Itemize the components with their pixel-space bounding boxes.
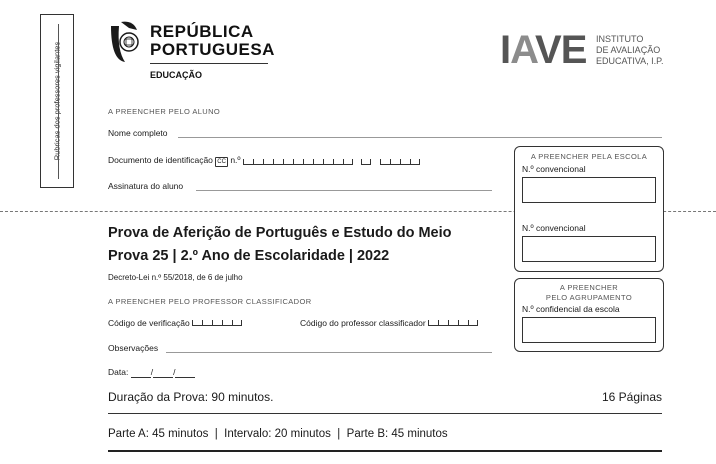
group-field-label: N.º confidencial da escola [522, 304, 620, 314]
rubric-label: Rubricas dos professores vigilantes [52, 41, 62, 161]
doc-suffix-field[interactable] [380, 157, 420, 167]
observations-field[interactable] [166, 352, 492, 353]
republica-line2: PORTUGUESA [150, 40, 275, 59]
group-box [514, 278, 664, 352]
name-field[interactable] [178, 137, 662, 138]
iave-logo: IAVE [500, 28, 587, 72]
republica-emblem-icon [107, 20, 143, 64]
group-box-title-line2: PELO AGRUPAMENTO [545, 293, 633, 302]
teacher-code-label: Código do professor classificador [300, 318, 426, 328]
classifier-section-title: A PREENCHER PELO PROFESSOR CLASSIFICADOR [108, 297, 312, 306]
iave-line2: DE AVALIAÇÃO [596, 45, 661, 55]
footer-divider-bottom [108, 450, 662, 452]
parts-text: Parte A: 45 minutos | Intervalo: 20 minutos | Parte B: 45 minutos [108, 428, 448, 440]
educacao-label: EDUCAÇÃO [150, 70, 203, 80]
footer-divider-top [108, 413, 662, 414]
cc-badge: CC [217, 159, 226, 165]
signature-label: Assinatura do aluno [108, 181, 184, 191]
school-field2-label: N.º convencional [522, 223, 586, 233]
teacher-code-field[interactable] [428, 318, 478, 328]
date-day-field[interactable] [131, 367, 151, 378]
iave-line1: INSTITUTO [596, 34, 644, 44]
doc-row [108, 155, 420, 167]
duration-text: Duração da Prova: 90 minutos. [108, 390, 274, 404]
signature-field[interactable] [196, 190, 492, 191]
teacher-code-row [300, 318, 478, 328]
school-field2-input[interactable] [522, 236, 656, 262]
school-field1-input[interactable] [522, 177, 656, 203]
group-field-input[interactable] [522, 317, 656, 343]
school-box [514, 146, 664, 272]
group-box-title-line1: A PREENCHER [559, 283, 619, 292]
exam-title-line1: Prova de Aferição de Português e Estudo do Meio [108, 225, 452, 241]
doc-number-label: n.º [230, 155, 241, 165]
iave-text [596, 34, 664, 67]
exam-title-line2: Prova 25 | 2.º Ano de Escolaridade | 2022 [108, 248, 390, 264]
doc-number-field[interactable] [243, 157, 353, 167]
school-field1-label: N.º convencional [522, 164, 586, 174]
doc-label: Documento de identificação [108, 155, 213, 165]
republica-line1: REPÚBLICA [150, 22, 254, 41]
student-section-title: A PREENCHER PELO ALUNO [108, 107, 221, 116]
rubric-box [40, 14, 74, 188]
observations-label: Observações [108, 343, 159, 353]
date-year-field[interactable] [175, 367, 195, 378]
date-label: Data: [108, 367, 129, 377]
republica-divider [150, 63, 268, 64]
decree-text: Decreto-Lei n.º 55/2018, de 6 de julho [108, 273, 243, 282]
doc-check-digit-field[interactable] [361, 157, 371, 167]
verification-code-field[interactable] [192, 318, 242, 328]
verification-label: Código de verificação [108, 318, 190, 328]
rubric-inner-line [58, 24, 59, 179]
school-box-title: A PREENCHER PELA ESCOLA [530, 152, 648, 161]
date-month-field[interactable] [153, 367, 173, 378]
iave-line3: EDUCATIVA, I.P. [596, 56, 664, 66]
pages-text: 16 Páginas [601, 390, 662, 404]
verification-row [108, 318, 242, 328]
date-row: Data: / / [108, 367, 195, 378]
name-label: Nome completo [108, 128, 168, 138]
